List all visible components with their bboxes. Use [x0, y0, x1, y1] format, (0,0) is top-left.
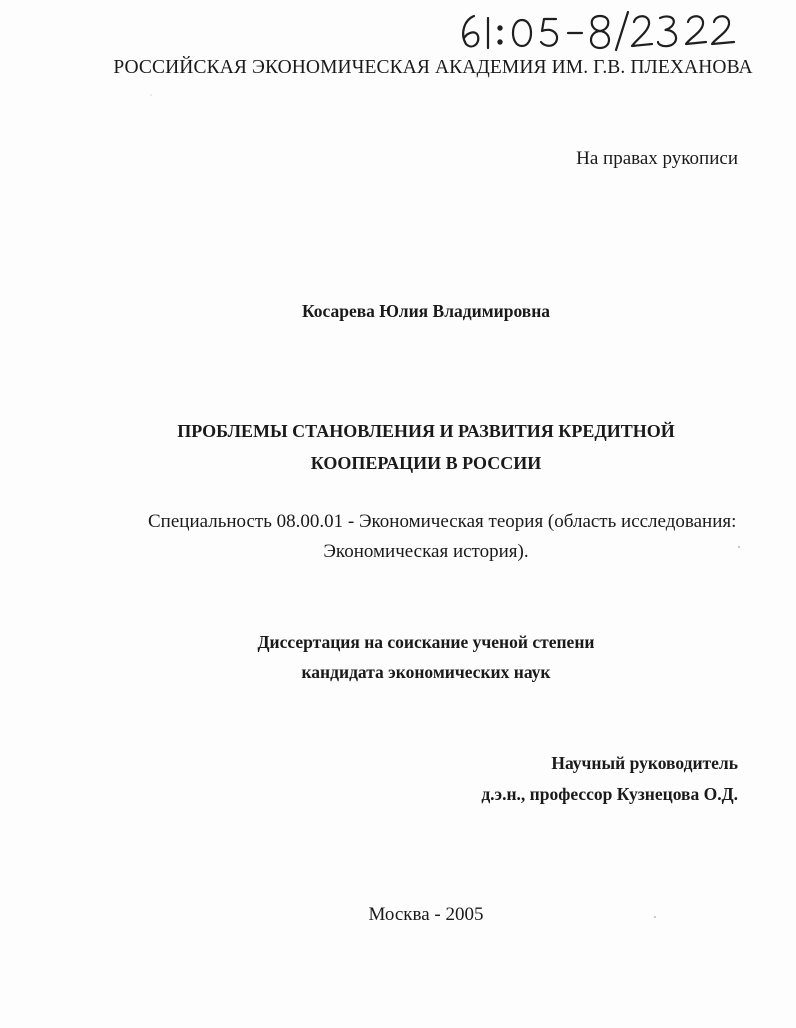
degree-line-1: Диссертация на соискание ученой степени [257, 632, 595, 652]
supervisor-label: Научный руководитель [551, 753, 738, 773]
scan-speck [654, 916, 656, 918]
dissertation-title-line-1: ПРОБЛЕМЫ СТАНОВЛЕНИЯ И РАЗВИТИЯ КРЕДИТНОЙ [177, 421, 675, 441]
specialty-line-1: Специальность 08.00.01 - Экономическая теория (область исследования: [148, 511, 737, 532]
scan-speck [150, 94, 152, 96]
author-name: Косарева Юлия Владимировна [301, 301, 551, 321]
scan-speck [738, 546, 740, 548]
supervisor-name: д.э.н., профессор Кузнецова О.Д. [481, 784, 738, 804]
handwritten-archive-number-drawing [452, 4, 752, 54]
handwritten-archive-number [452, 4, 752, 54]
specialty-line-2: Экономическая история). [323, 541, 529, 562]
manuscript-note: На правах рукописи [576, 148, 738, 169]
institution-name: РОССИЙСКАЯ ЭКОНОМИЧЕСКАЯ АКАДЕМИЯ ИМ. Г.В. ПЛЕХАНОВА [113, 57, 753, 78]
degree-line-2: кандидата экономических наук [301, 662, 551, 682]
city-year: Москва - 2005 [368, 904, 484, 925]
dissertation-title-line-2: КООПЕРАЦИИ В РОССИИ [310, 453, 542, 473]
